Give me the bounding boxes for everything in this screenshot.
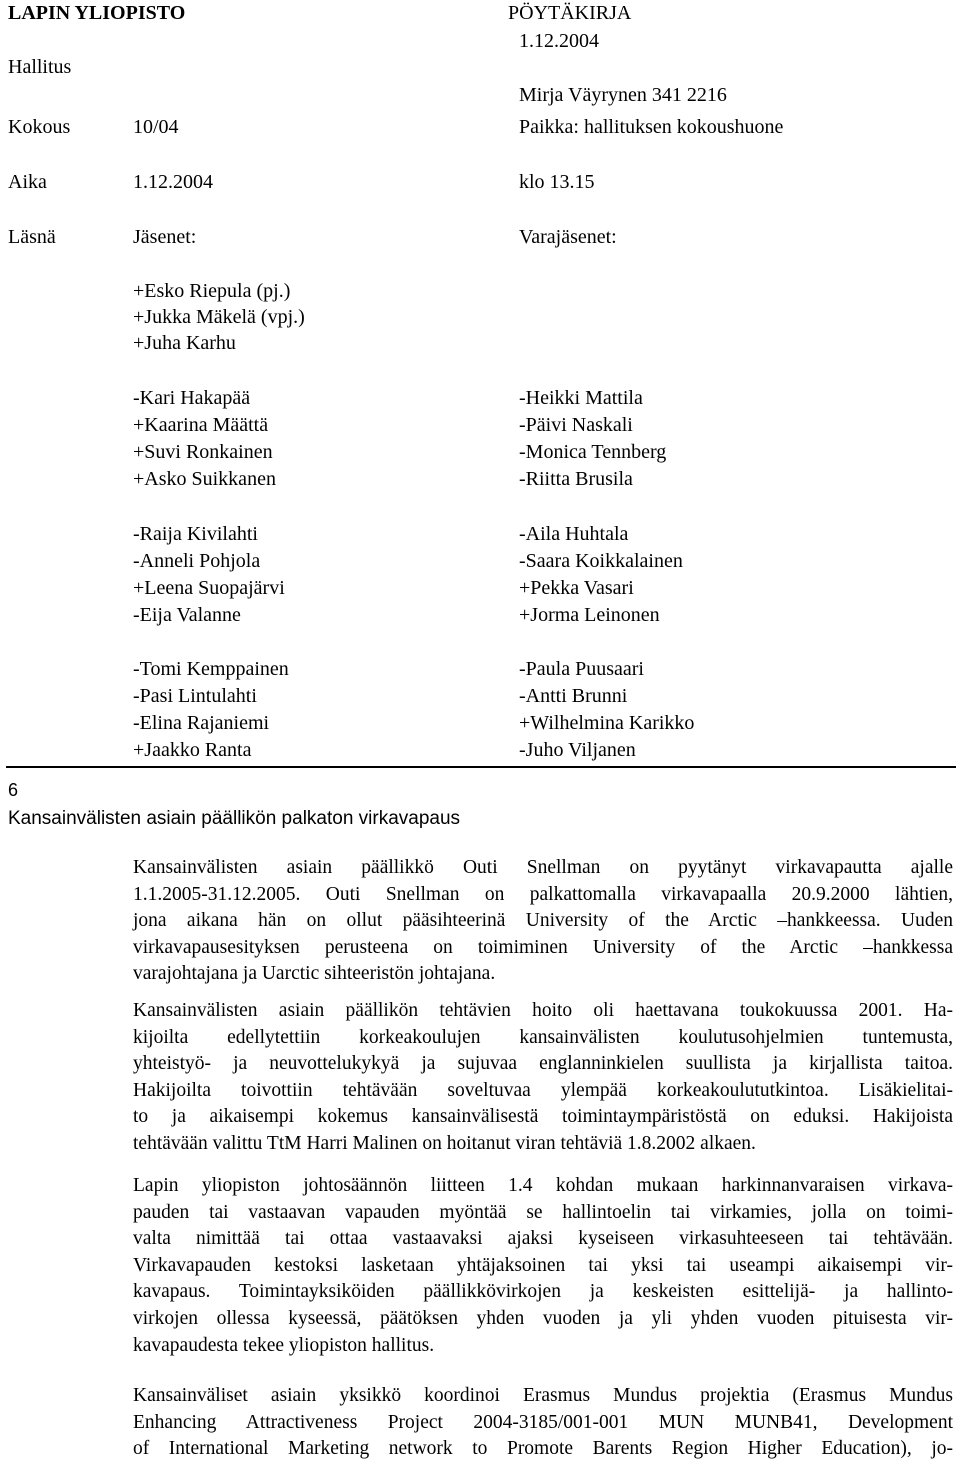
item-number: 6: [8, 780, 19, 800]
member-name: +Kaarina Määttä: [133, 414, 269, 436]
meeting-number: 10/04: [133, 116, 179, 138]
deputy-name: -Heikki Mattila: [519, 387, 643, 409]
contact-person: Mirja Väyrynen 341 2216: [519, 84, 727, 106]
member-name: +Juha Karhu: [133, 332, 236, 354]
governing-body: Hallitus: [8, 56, 72, 78]
member-name: -Anneli Pohjola: [133, 550, 261, 572]
deputies-heading: Varajäsenet:: [519, 226, 617, 248]
deputy-name: -Antti Brunni: [519, 685, 628, 707]
paragraph-line: virkavapausesityksen perusteena on toimiminen University of the Arctic –hankkessa: [133, 936, 953, 958]
deputy-name: -Paula Puusaari: [519, 658, 644, 680]
time-date: 1.12.2004: [133, 171, 213, 193]
vice-chair-name: +Jukka Mäkelä (vpj.): [133, 306, 305, 328]
paragraph-line: valta nimittää tai ottaa vastaavaksi ajaksi kyseiseen virkasuhteeseen tai tehtävään.: [133, 1228, 953, 1250]
paragraph-line: Hakijoilta toivottiin tehtävään soveltuvaa ylempää korkeakoulututkintoa. Lisäkielitai-: [133, 1079, 953, 1101]
paragraph-line: Kansainväliset asiain yksikkö koordinoi Erasmus Mundus projektia (Erasmus Mundus: [133, 1385, 953, 1406]
deputy-name: +Pekka Vasari: [519, 577, 634, 599]
member-name: -Raija Kivilahti: [133, 523, 258, 545]
member-name: -Elina Rajaniemi: [133, 712, 270, 734]
time-clock: klo 13.15: [519, 171, 595, 193]
paragraph-line: of International Marketing network to Promote Barents Region Higher Education), jo-: [133, 1438, 953, 1460]
member-name: -Eija Valanne: [133, 604, 241, 626]
paragraph-line: Lapin yliopiston johtosäännön liitteen 1.4 kohdan mukaan harkinnanvaraisen virkava-: [133, 1175, 953, 1196]
deputy-name: -Juho Viljanen: [519, 739, 636, 761]
meeting-place: Paikka: hallituksen kokoushuone: [519, 116, 784, 138]
meeting-label: Kokous: [8, 116, 71, 138]
deputy-name: +Jorma Leinonen: [519, 604, 660, 626]
deputy-name: +Wilhelmina Karikko: [519, 712, 695, 734]
paragraph-line: kavapaus. Toimintayksiköiden päällikkövirkojen ja keskeisten esittelijä- ja hallinto-: [133, 1281, 953, 1303]
member-name: -Tomi Kemppainen: [133, 658, 289, 680]
member-name: +Asko Suikkanen: [133, 468, 276, 490]
paragraph-line: virkojen ollessa kyseessä, päätöksen yhden vuoden ja yli yhden vuoden pituisesta vir-: [133, 1307, 953, 1329]
paragraph-line: kijoilta edellytettiin korkeakoulujen kansainvälisten koulutusohjelmien tuntemusta,: [133, 1026, 953, 1048]
chair-name: +Esko Riepula (pj.): [133, 280, 291, 302]
present-label: Läsnä: [8, 226, 56, 248]
member-name: +Jaakko Ranta: [133, 739, 252, 761]
paragraph-line: kavapaudesta tekee yliopiston hallitus.: [133, 1334, 435, 1356]
member-name: +Leena Suopajärvi: [133, 577, 285, 599]
time-label: Aika: [8, 171, 47, 193]
paragraph-regulation: [133, 1173, 953, 1359]
paragraph-line: 1.1.2005-31.12.2005. Outi Snellman on palkattomalla virkavapaalla 20.9.2000 lähtien,: [133, 883, 953, 905]
member-name: -Kari Hakapää: [133, 387, 251, 409]
deputy-name: -Aila Huhtala: [519, 523, 629, 545]
paragraph-leave-request: [133, 855, 953, 988]
paragraph-line: Kansainvälisten asiain päällikkö Outi Snellman on pyytänyt virkavapautta ajalle: [133, 857, 953, 878]
deputy-name: -Monica Tennberg: [519, 441, 667, 463]
paragraph-line: Enhancing Attractiveness Project 2004-3185/001-001 MUN MUNB41, Development: [133, 1411, 953, 1433]
paragraph-line: Virkavapauden kestoksi lasketaan yhtäjaksoinen tai yksi tai useampi aikaisempi vir-: [133, 1254, 953, 1276]
member-name: -Pasi Lintulahti: [133, 685, 257, 707]
paragraph-line: varajohtajana ja Uarctic sihteeristön johtajana.: [133, 963, 496, 985]
paragraph-line: tehtävään valittu TtM Harri Malinen on hoitanut viran tehtäviä 1.8.2002 alkaen.: [133, 1132, 756, 1154]
members-heading: Jäsenet:: [133, 226, 197, 248]
paragraph-line: jona aikana hän on ollut pääsihteerinä University of the Arctic –hankkeessa. Uuden: [133, 910, 953, 932]
member-name: +Suvi Ronkainen: [133, 441, 273, 463]
paragraph-line: pauden tai vastaavan vapauden myöntää se hallintoelin tai virkamies, jolla on toimi-: [133, 1201, 953, 1223]
deputy-name: -Saara Koikkalainen: [519, 550, 683, 572]
item-title: Kansainvälisten asiain päällikön palkaton virkavapaus: [8, 808, 461, 829]
organization-name: LAPIN YLIOPISTO: [8, 2, 186, 24]
section-divider: [6, 766, 956, 768]
paragraph-position-history: [133, 998, 953, 1158]
document-type: PÖYTÄKIRJA: [508, 2, 632, 24]
document-date: 1.12.2004: [519, 30, 599, 52]
paragraph-line: yhteistyö- ja neuvottelukykyä ja sujuvaa englanninkielen suullista ja kirjallista taitoa.: [133, 1053, 953, 1075]
paragraph-erasmus-project: [133, 1383, 953, 1463]
paragraph-line: to ja aikaisempi kokemus kansainvälisestä toimintaympäristöstä on eduksi. Hakijoista: [133, 1106, 953, 1128]
deputy-name: -Riitta Brusila: [519, 468, 633, 490]
deputy-name: -Päivi Naskali: [519, 414, 633, 436]
paragraph-line: Kansainvälisten asiain päällikön tehtävien hoito oli haettavana toukokuussa 2001. Ha-: [133, 1000, 953, 1021]
